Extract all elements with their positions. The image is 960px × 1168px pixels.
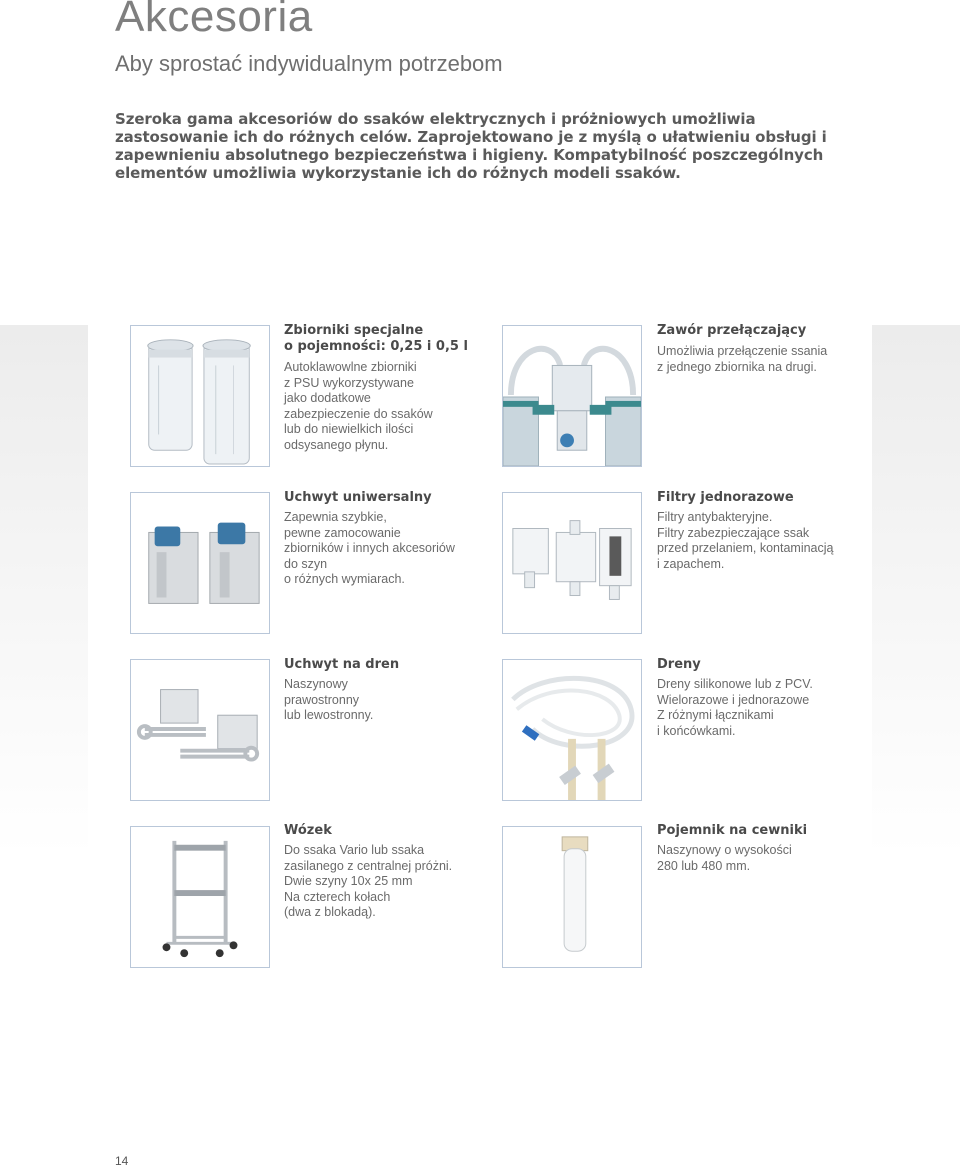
switch-valve-image xyxy=(502,325,642,467)
disposable-filters-image xyxy=(502,492,642,634)
canister-image xyxy=(130,325,270,467)
trolley-image xyxy=(130,826,270,968)
item-description: Zapewnia szybkie, pewne zamocowanie zbiorników i innych akcesoriów do szyn o różnych wymiarach. xyxy=(284,510,455,586)
item-description: Dreny silikonowe lub z PCV. Wielorazowe i jednorazowe Z różnymi łącznikami i końcówkami. xyxy=(657,677,813,738)
item-description: Autoklawowlne zbiorniki z PSU wykorzystywane jako dodatkowe zabezpieczenie do ssaków lub do niewielkich ilości odsysanego płynu. xyxy=(284,360,433,452)
catheter-container-image xyxy=(502,826,642,968)
item-title: Pojemnik na cewniki xyxy=(657,823,808,838)
item-title: Zawór przełączający xyxy=(657,323,807,338)
item-title: Uchwyt na dren xyxy=(284,657,400,672)
item-description: Naszynowy prawostronny lub lewostronny. xyxy=(284,677,374,722)
item-title: Uchwyt uniwersalny xyxy=(284,490,432,505)
item-title: Zbiorniki specjalne o pojemności: 0,25 i 0,5 l xyxy=(284,323,468,354)
intro-paragraph: Szeroka gama akcesoriów do ssaków elektrycznych i próżniowych umożliwia zastosowanie ich do różnych celów. Zaprojektowano je z myślą o ułatwieniu obsługi i zapewnieniu absolutnego bezpieczeństwa i higieny. Kompatybilność poszczególnych elementów umożliwia wykorzystanie ich do różnych modeli ssaków. xyxy=(115,110,827,182)
right-background-band xyxy=(872,325,960,915)
item-description: Naszynowy o wysokości 280 lub 480 mm. xyxy=(657,843,792,873)
item-description: Do ssaka Vario lub ssaka zasilanego z centralnej próżni. Dwie szyny 10x 25 mm Na czterech kołach (dwa z blokadą). xyxy=(284,843,453,919)
page-title: Akcesoria xyxy=(115,0,313,41)
item-title: Filtry jednorazowe xyxy=(657,490,794,505)
drains-image xyxy=(502,659,642,801)
universal-holder-image xyxy=(130,492,270,634)
tube-holder-image xyxy=(130,659,270,801)
item-description: Umożliwia przełączenie ssania z jednego zbiornika na drugi. xyxy=(657,344,828,374)
item-title: Wózek xyxy=(284,823,332,838)
item-title: Dreny xyxy=(657,657,701,672)
page-subtitle: Aby sprostać indywidualnym potrzebom xyxy=(115,51,503,76)
item-description: Filtry antybakteryjne. Filtry zabezpieczające ssak przed przelaniem, kontaminacją i zapachem. xyxy=(657,510,834,571)
left-background-band xyxy=(0,325,88,915)
page-number: 14 xyxy=(115,1154,129,1168)
